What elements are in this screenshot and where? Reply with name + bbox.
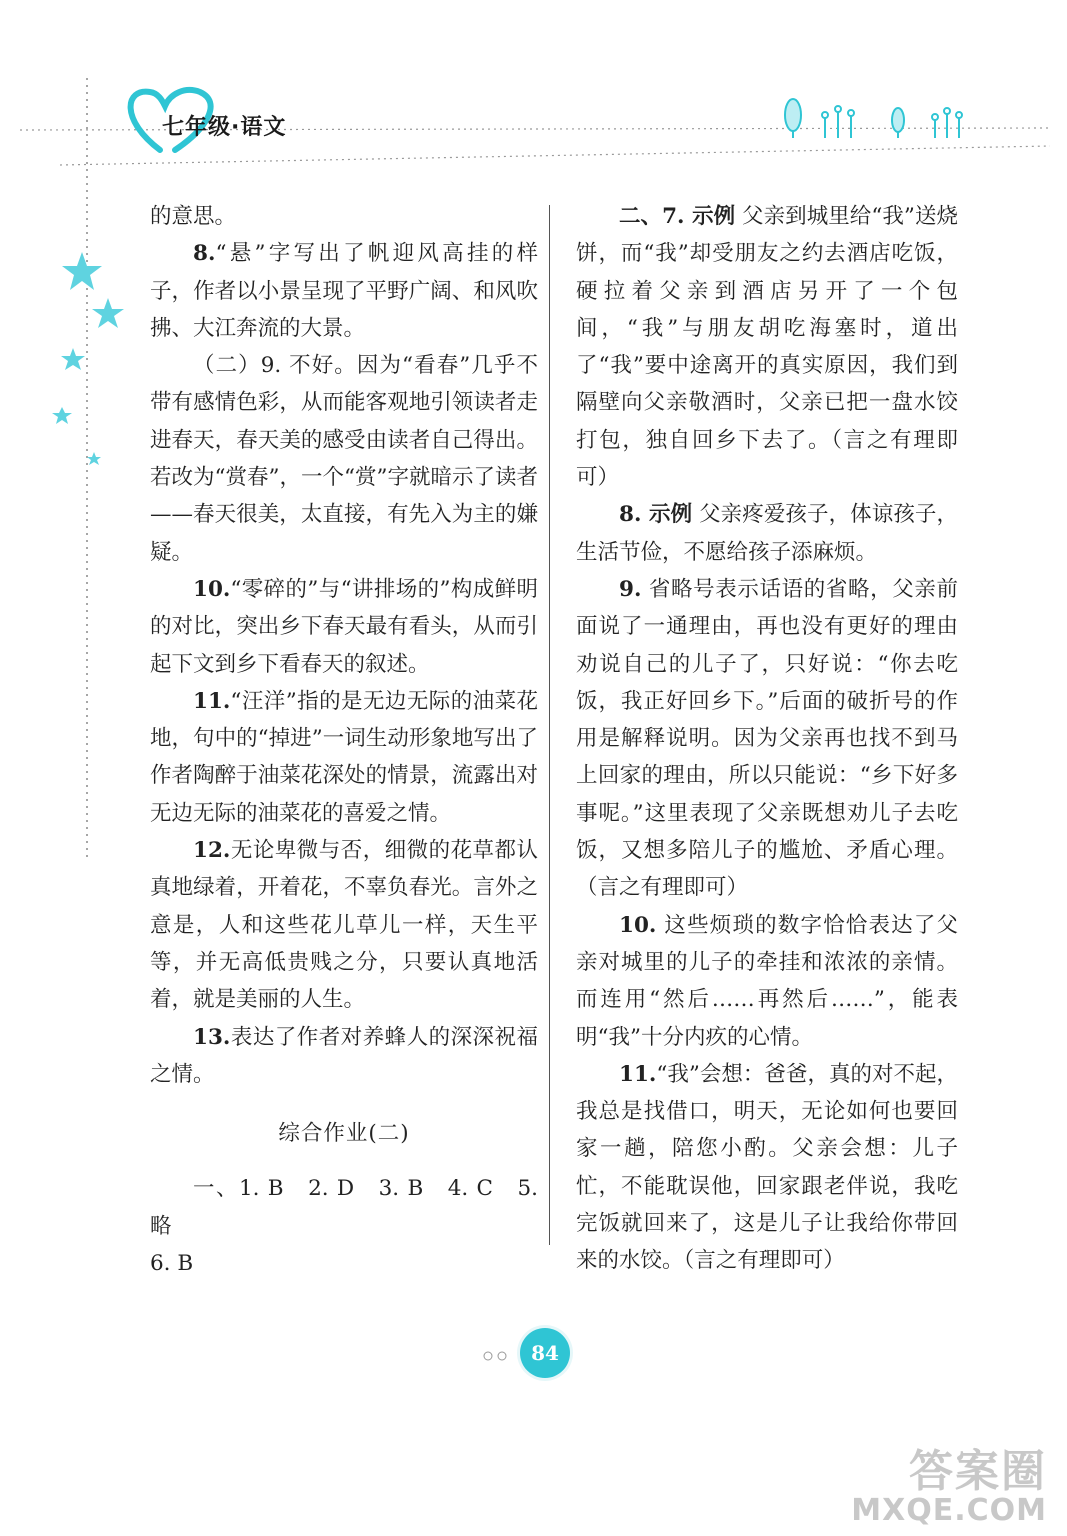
- dot-icon: [498, 1352, 506, 1360]
- paragraph: [150, 347, 538, 571]
- question-number: 12.: [193, 838, 231, 864]
- header-title: 七年级·语文: [162, 115, 287, 140]
- paragraph-text: 的意思。: [150, 204, 237, 229]
- question-number: 10.: [619, 912, 657, 938]
- star-decoration-icon: [52, 252, 124, 465]
- watermark: [851, 1435, 1047, 1528]
- flower-decoration-icon: [785, 99, 962, 138]
- paragraph: [576, 496, 958, 571]
- paragraph-text: “我”会想：爸爸，真的对不起，我总是找借口，明天，无论如何也要回家一趟，陪您小酌。父亲会想：儿子忙，不能耽误他，回家跟老伴说，我吃完饭就回来了，这是儿子让我给你带回来的水饺。（言之有理即可）: [576, 1061, 958, 1274]
- paragraph: [150, 235, 538, 347]
- paragraph-text: 表达了作者对养蜂人的深深祝福之情。: [150, 1024, 538, 1087]
- paragraph-text: 无论卑微与否，细微的花草都认真地绿着，开着花，不辜负春光。言外之意是，人和这些花儿草儿一样，天生平等，并无高低贵贱之分，只要认真地活着，就是美丽的人生。: [150, 838, 538, 1013]
- page-number: 84: [520, 1328, 570, 1378]
- question-number: 9.: [619, 576, 642, 602]
- answer-line: 6. B: [150, 1251, 194, 1277]
- paragraph-text: “零碎的”与“讲排场的”构成鲜明的对比，突出乡下春天最有看头，从而引起下文到乡下看春天的叙述。: [150, 576, 538, 677]
- question-number: 10.: [193, 576, 231, 602]
- paragraph-text: 这些烦琐的数字恰恰表达了父亲对城里的儿子的牵挂和浓浓的亲情。而连用“然后……再然后……”，能表明“我”十分内疚的心情。: [576, 912, 958, 1050]
- paragraph-text: “悬”字写出了帆迎风高挂的样子，作者以小景呈现了平野广阔、和风吹拂、大江奔流的大景。: [150, 241, 538, 341]
- paragraph-text: 父亲到城里给“我”送烧饼，而“我”却受朋友之约去酒店吃饭，硬拉着父亲到酒店另开了一个包间，“我”与朋友胡吃海塞时，道出了“我”要中途离开的真实原因，我们到隔壁向父亲敬酒时，父亲已把一盘水饺打包，独自回乡下去了。（言之有理即可）: [576, 204, 958, 491]
- paragraph: [576, 571, 958, 907]
- paragraph: [150, 832, 538, 1018]
- column-divider: [549, 205, 550, 1245]
- paragraph: [150, 571, 538, 683]
- paragraph: [150, 198, 538, 235]
- paragraph: [576, 198, 958, 496]
- paragraph-text: “汪洋”指的是无边无际的油菜花地，句中的“掉进”一词生动形象地写出了作者陶醉于油菜花深处的情景，流露出对无边无际的油菜花的喜爱之情。: [150, 688, 538, 826]
- answer-line: 一、1. B 2. D 3. B 4. C 5. 略: [150, 1176, 538, 1239]
- paragraph-text: （二）9. 不好。因为“看春”几乎不带有感情色彩，从而能客观地引领读者走进春天，春天美的感受由读者自己得出。若改为“赏春”，一个“赏”字就暗示了读者——春天很美，太直接，有先入为主的嫌疑。: [150, 353, 538, 565]
- question-number: 13.: [193, 1024, 231, 1050]
- paragraph: [576, 907, 958, 1056]
- paragraph: [576, 1056, 958, 1280]
- paragraph-text: 父亲疼爱孩子，体谅孩子，生活节俭，不愿给孩子添麻烦。: [576, 502, 958, 565]
- right-column: [576, 198, 958, 1280]
- paragraph: [150, 1019, 538, 1094]
- left-column: [150, 198, 538, 1282]
- watermark-url: MXQE.COM: [851, 1493, 1047, 1528]
- paragraph: [150, 683, 538, 832]
- paragraph-text: 省略号表示话语的省略，父亲前面说了一通理由，再也没有更好的理由劝说自己的儿子了，只好说：“你去吃饭，我正好回乡下。”后面的破折号的作用是解释说明。因为父亲再也找不到马上回家的理由，所以只能说：“乡下好多事呢。”这里表现了父亲既想劝儿子去吃饭，又想多陪儿子的尴尬、矛盾心理。（言之有理即可）: [576, 576, 958, 901]
- section-title: 综合作业(二): [278, 1121, 410, 1147]
- watermark-logo-text: 答案圈: [909, 1446, 1047, 1497]
- dot-icon: [484, 1352, 492, 1360]
- question-number: 8.: [193, 241, 216, 267]
- header-dotted-line-2: [60, 146, 1050, 165]
- question-number: 11.: [193, 688, 231, 714]
- question-number: 二、7. 示例: [619, 204, 736, 229]
- question-number: 8. 示例: [619, 502, 693, 528]
- question-number: 11.: [619, 1061, 657, 1087]
